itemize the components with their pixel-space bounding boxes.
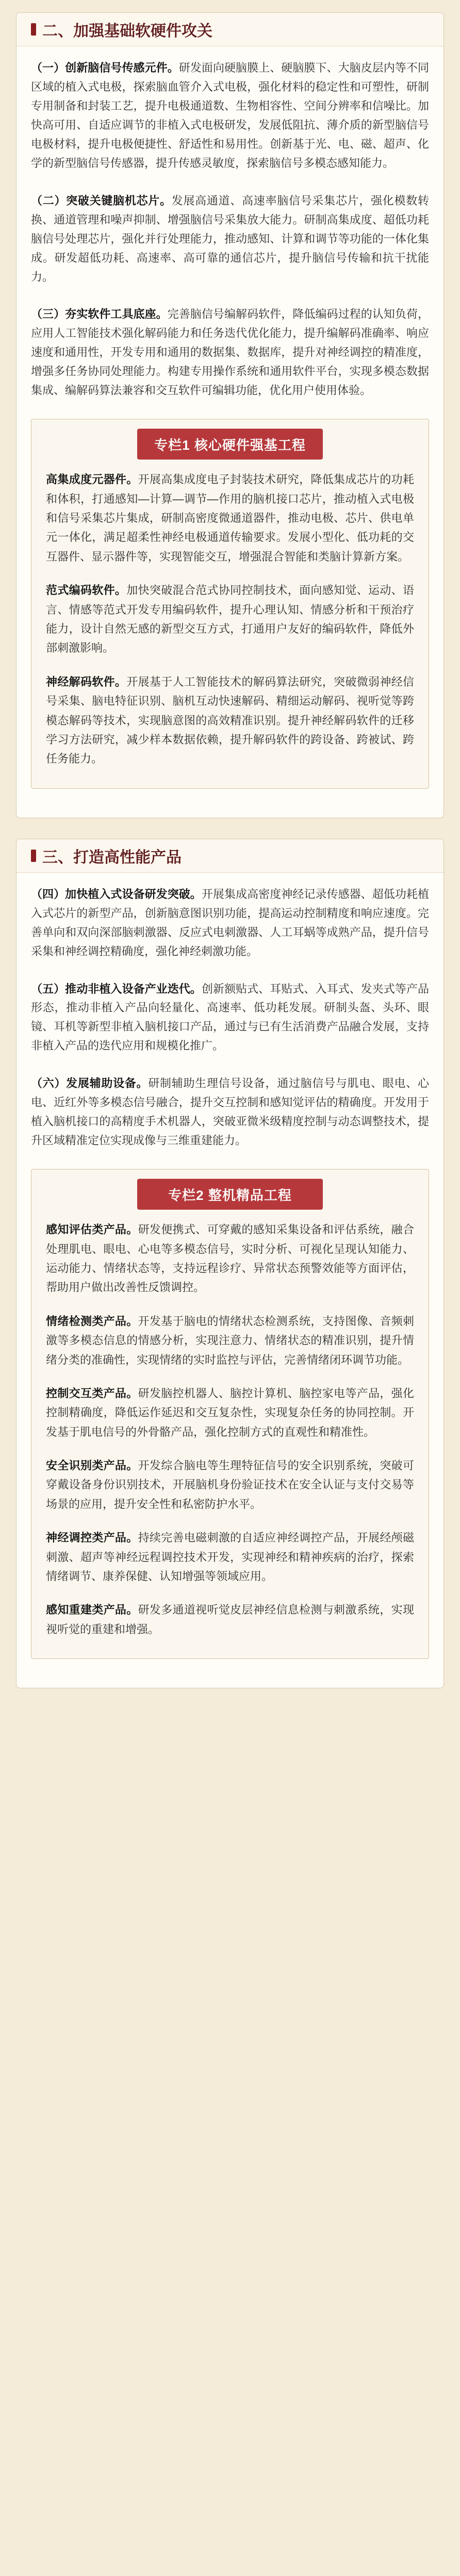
paragraph-text: 完善脑信号编解码软件，降低编码过程的认知负荷，应用人工智能技术强化解码能力和任务迭代优化能力，提升编解码准确率、响应速度和通用性，开发专用和通用的数据集、数据库，提升对神经调控的精准度，增强多任务协同处理能力。构建专用操作系统和通用软件平台，实现多模态数据集成、编解码算法兼容和交互软件可编辑功能，优化用户使用体验。 [31, 308, 429, 397]
section-body [17, 873, 443, 1688]
box-body [31, 1220, 429, 1658]
box-item-components [46, 470, 414, 566]
paragraph-text: 创新额贴式、耳贴式、入耳式、发夹式等产品形态，推动非植入产品向轻量化、高速率、低功耗发展。研制头盔、头环、眼镜、耳机等新型非植入脑机接口产品，通过与已有生活消费产品融合发展，支持非植入产品的迭代应用和规模化推广。 [31, 982, 429, 1053]
box-item-text: 开展高集成度电子封装技术研究，降低集成芯片的功耗和体积，打通感知—计算—调节—作用的脑机接口芯片，推动植入式电极和信号采集芯片集成，研制高密度微通道器件，推动电极、芯片、供电单元一体化，满足超柔性神经电极通道传输要求。发展小型化、低功耗的交互器件、显示器件等，实现智能交互，增强混合智能和类脑计算新方案。 [46, 473, 414, 563]
paragraph-lead: （五）推动非植入设备产业迭代。 [31, 982, 202, 995]
box-item-lead: 范式编码软件。 [46, 584, 127, 597]
paragraph-lead: （三）夯实软件工具底座。 [31, 308, 168, 321]
paragraph-non-implanted [31, 980, 429, 1056]
box-title: 专栏2 整机精品工程 [137, 1179, 323, 1210]
box-item-perception [46, 1220, 414, 1297]
paragraph-text: 发展高通道、高速率脑信号采集芯片，强化模数转换、通道管理和噪声抑制、增强脑信号采集放大能力。研制高集成度、超低功耗脑信号处理芯片，强化并行处理能力，推动感知、计算和调节等功能的一体化集成。研发超低功耗、高速率、高可靠的通信芯片，提升脑信号传输和抗干扰能力。 [31, 194, 429, 283]
top-gap [0, 0, 460, 12]
box-item-text: 研发脑控机器人、脑控计算机、脑控家电等产品，强化控制精确度，降低运作延迟和交互复杂性，实现复杂任务的协同控制。开发基于肌电信号的外骨骼产品，强化控制方式的直观性和精准性。 [46, 1386, 414, 1438]
box-item-lead: 高集成度元器件。 [46, 473, 138, 486]
box-item-text: 开展基于人工智能技术的解码算法研究，突破微弱神经信号采集、脑电特征识别、脑机互动快速解码、精细运动解码、视听觉等跨模态解码等技术，实现脑意图的高效精准识别。提升神经解码软件的迁移学习方法研究，减少样本数据依赖，提升解码软件的跨设备、跨被试、跨任务能力。 [46, 675, 414, 766]
section-hardware-basis [16, 12, 444, 818]
box-item-text: 研发多通道视听觉皮层神经信息检测与刺激系统，实现视听觉的重建和增强。 [46, 1603, 414, 1636]
middle-gap [0, 818, 460, 839]
box-item-text: 开发基于脑电的情绪状态检测系统，支持图像、音频刺激等多模态信息的情感分析，实现注意力、情绪状态的精准识别，提升情绪分类的准确性，实现情绪的实时监控与评估，完善情绪闭环调节功能。 [46, 1314, 414, 1366]
paragraph-lead: （二）突破关键脑机芯片。 [31, 194, 172, 207]
box-products-project [31, 1169, 429, 1659]
box-item-lead: 感知评估类产品。 [46, 1223, 138, 1236]
box-item-lead: 神经解码软件。 [46, 675, 127, 688]
paragraph-lead: （一）创新脑信号传感元件。 [31, 61, 179, 74]
paragraph-implanted [31, 885, 429, 961]
box-item-lead: 神经调控类产品。 [46, 1531, 138, 1545]
section-title: 二、加强基础软硬件攻关 [42, 23, 212, 40]
box-item-text: 持续完善电磁刺激的自适应神经调控产品，开展经颅磁刺激、超声等神经远程调控技术开发，实现神经和精神疾病的治疗，探索情绪调节、康养保健、认知增强等领域应用。 [46, 1531, 414, 1583]
box-item-text: 研发便携式、可穿戴的感知采集设备和评估系统，融合处理肌电、眼电、心电等多模态信号，实时分析、可视化呈现认知能力、运动能力、情绪状态等，支持远程诊疗、异常状态预警效能等方面评估，帮助用户做出改善性反馈调控。 [46, 1223, 414, 1294]
box-hardware-project [31, 419, 429, 788]
paragraph-assist [31, 1074, 429, 1150]
paragraph-text: 研制辅助生理信号设备，通过脑信号与肌电、眼电、心电、近红外等多模态信号融合，提升交互控制和感知觉评估的精确度。开发用于植入脑机接口的高精度手术机器人，突破亚微米级精度控制与动态调整技术，提升区域精准定位实现成像与三维重建能力。 [31, 1077, 429, 1147]
box-item-lead: 感知重建类产品。 [46, 1603, 138, 1617]
section-header [17, 839, 443, 873]
paragraph-lead: （六）发展辅助设备。 [31, 1077, 149, 1090]
box-item-text: 加快突破混合范式协同控制技术，面向感知觉、运动、语言、情感等范式开发专用编码软件，提升心理认知、情感分析和干预治疗能力，设计自然无感的新型交互方式，打通用户友好的编码软件，降低外部刺激影响。 [46, 584, 414, 655]
paragraph-lead: （四）加快植入式设备研发突破。 [31, 887, 202, 901]
paragraph-software [31, 305, 429, 400]
box-item-reconstruction [46, 1600, 414, 1639]
section-title: 三、打造高性能产品 [42, 849, 182, 866]
section-header [17, 13, 443, 46]
paragraph-chips [31, 192, 429, 287]
paragraph-sensor [31, 59, 429, 173]
box-item-security [46, 1456, 414, 1514]
section-body [17, 46, 443, 818]
paragraph-text: 开展集成高密度神经记录传感器、超低功耗植入式芯片的新型产品，创新脑意图识别功能，提高运动控制精度和响应速度。完善单向和双向深部脑刺激器、反应式电刺激器、人工耳蜗等成熟产品，提升信号采集和神经调控精确度，强化神经刺激功能。 [31, 887, 429, 958]
box-title: 专栏1 核心硬件强基工程 [137, 429, 323, 460]
box-item-lead: 控制交互类产品。 [46, 1386, 138, 1400]
box-item-encoding [46, 581, 414, 658]
box-item-text: 开发综合脑电等生理特征信号的安全识别系统，突破可穿戴设备身份识别技术，开展脑机身份验证技术在安全认证与支付交易等场景的应用，提升安全性和私密防护水平。 [46, 1459, 414, 1511]
box-item-neuromodulation [46, 1528, 414, 1586]
box-item-emotion [46, 1312, 414, 1369]
box-body [31, 470, 429, 788]
box-item-control [46, 1384, 414, 1442]
box-item-lead: 情绪检测类产品。 [46, 1314, 138, 1328]
paragraph-text: 研发面向硬脑膜上、硬脑膜下、大脑皮层内等不同区域的植入式电极，探索脑血管介入式电极，强化材料的稳定性和可塑性，研制专用制备和封装工艺，提升电极通道数、生物相容性、空间分辨率和信噪比。加快高可用、自适应调节的非植入式电极研发，发展低阻抗、薄介质的新型脑信号电极材料，提升电极便捷性、舒适性和易用性。创新基于光、电、磁、超声、化学的新型脑信号传感器，提升传感灵敏度，探索脑信号多模态感知能力。 [31, 61, 429, 170]
box-item-lead: 安全识别类产品。 [46, 1459, 138, 1472]
box-item-decoding [46, 672, 414, 769]
section-products [16, 839, 444, 1688]
